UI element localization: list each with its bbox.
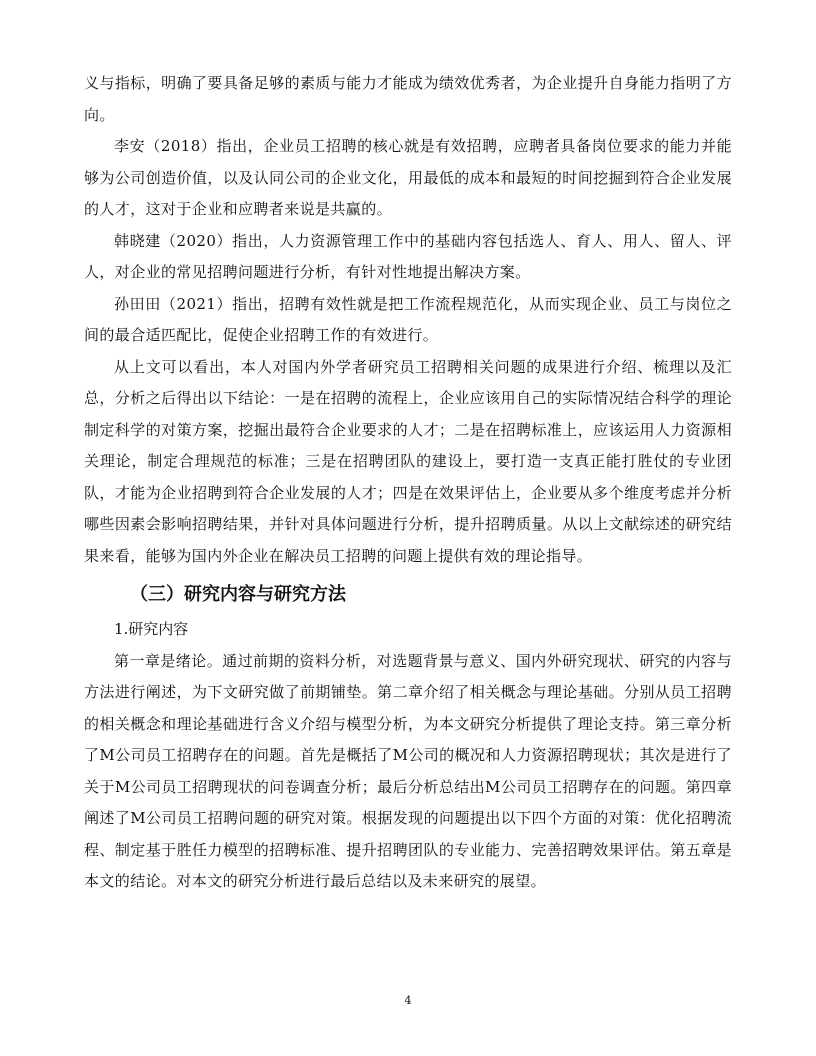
paragraph-research-content: 第一章是绪论。通过前期的资料分析，对选题背景与意义、国内外研究现状、研究的内容与方法进行阐述，为下文研究做了前期铺垫。第二章介绍了相关概念与理论基础。分别从员工招聘的相关概念和理论基础进行含义介绍与模型分析，为本文研究分析提供了理论支持。第三章分析了M公司员工招聘存在的问题。首先是概括了M公司的概况和人力资源招聘现状；其次是进行了关于M公司员工招聘现状的问卷调查分析；最后分析总结出M公司员工招聘存在的问题。第四章阐述了M公司员工招聘问题的研究对策。根据发现的问题提出以下四个方面的对策：优化招聘流程、制定基于胜任力模型的招聘标准、提升招聘团队的专业能力、完善招聘效果评估。第五章是本文的结论。对本文的研究分析进行最后总结以及未来研究的展望。 xyxy=(84,651,732,890)
section-heading: （三）研究内容与研究方法 xyxy=(130,584,346,605)
page-number: 4 xyxy=(404,994,412,1007)
subsection-heading: 1.研究内容 xyxy=(114,620,189,638)
paragraph-continuation: 义与指标，明确了要具备足够的素质与能力才能成为绩效优秀者，为企业提升自身能力指明了方向。 xyxy=(84,74,732,124)
document-body xyxy=(84,68,732,898)
paragraph-han-xiaojian: 韩晓建（2020）指出，人力资源管理工作中的基础内容包括选人、育人、用人、留人、评人，对企业的常见招聘问题进行分析，有针对性地提出解决方案。 xyxy=(84,231,732,281)
paragraph-summary: 从上文可以看出，本人对国内外学者研究员工招聘相关问题的成果进行介绍、梳理以及汇总，分析之后得出以下结论：一是在招聘的流程上，企业应该用自己的实际情况结合科学的理论制定科学的对策方案，挖掘出最符合企业要求的人才；二是在招聘标准上，应该运用人力资源相关理论，制定合理规范的标准；三是在招聘团队的建设上，要打造一支真正能打胜仗的专业团队，才能为企业招聘到符合企业发展的人才；四是在效果评估上，企业要从多个维度考虑并分析哪些因素会影响招聘结果，并针对具体问题进行分析，提升招聘质量。从以上文献综述的研究结果来看，能够为国内外企业在解决员工招聘的问题上提供有效的理论指导。 xyxy=(84,357,732,565)
paragraph-sun-tiantian: 孙田田（2021）指出，招聘有效性就是把工作流程规范化，从而实现企业、员工与岗位之间的最合适匹配比，促使企业招聘工作的有效进行。 xyxy=(84,294,732,344)
paragraph-li-an: 李安（2018）指出，企业员工招聘的核心就是有效招聘，应聘者具备岗位要求的能力并能够为公司创造价值，以及认同公司的企业文化，用最低的成本和最短的时间挖掘到符合企业发展的人才，这对于企业和应聘者来说是共赢的。 xyxy=(84,137,732,218)
